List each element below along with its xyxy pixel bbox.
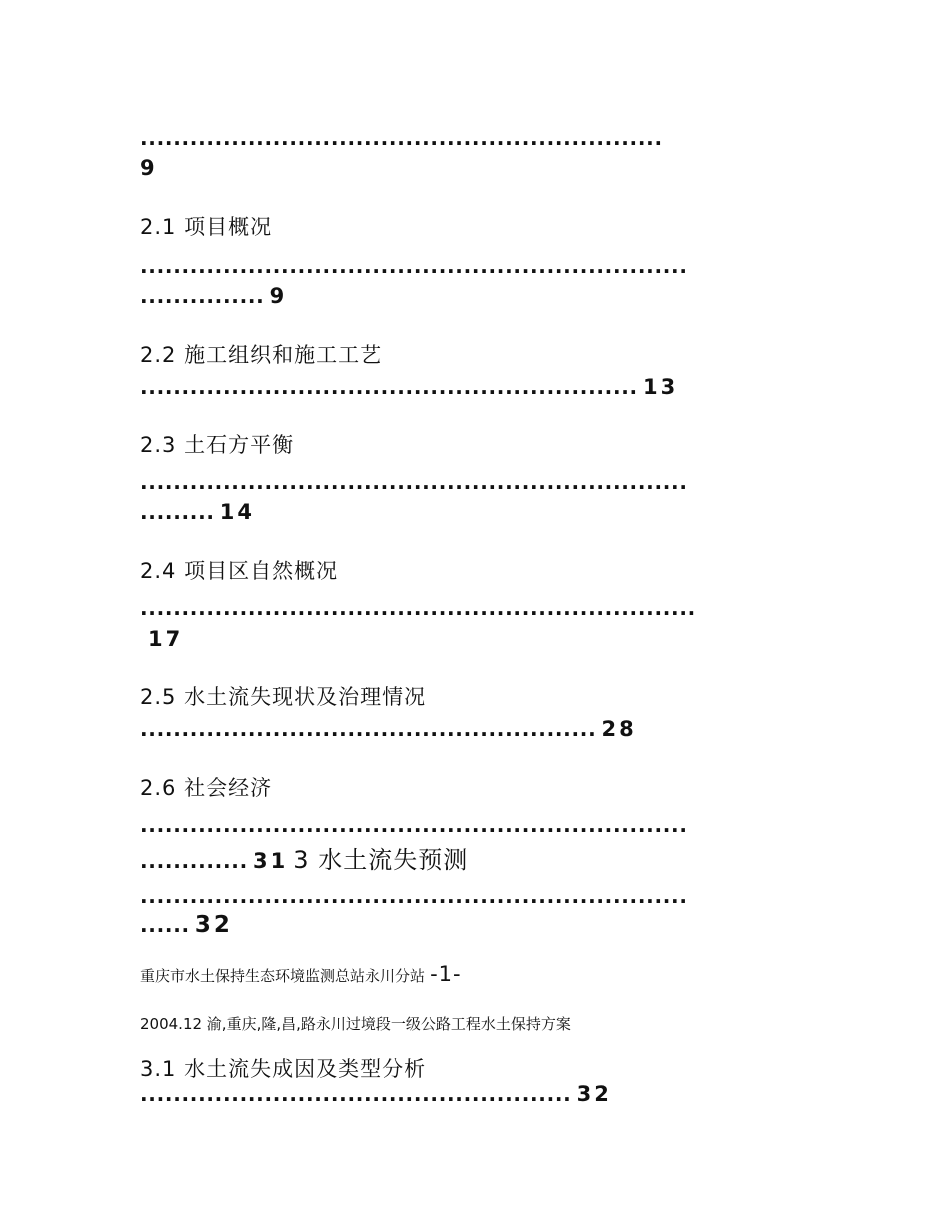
toc-page-number: 9 [140, 156, 158, 180]
toc-entry-title: 2.2 施工组织和施工工艺 [140, 343, 383, 367]
toc-entry-title: 2.5 水土流失现状及治理情况 [140, 685, 427, 709]
toc-leader-dots: ......... [140, 500, 215, 524]
toc-entry-line [140, 1082, 612, 1106]
footer-page-number: -1- [430, 962, 462, 986]
page-footer [140, 962, 462, 986]
chapter-heading: 3 水土流失预测 [293, 846, 469, 874]
toc-page-number: 17 [148, 627, 184, 651]
toc-entry-line [140, 375, 678, 399]
toc-entry-line [140, 284, 287, 308]
toc-leader-dots: ................................................................... [140, 596, 696, 620]
toc-leader-dots: .................................................... [140, 1082, 572, 1106]
toc-leader-dots: ...... [140, 913, 190, 937]
toc-page-number: 31 [252, 849, 289, 873]
toc-entry-title: 2.4 项目区自然概况 [140, 559, 339, 583]
toc-leader-dots: ............. [140, 849, 248, 873]
toc-entry-title: 2.6 社会经济 [140, 776, 273, 800]
toc-entry-line [140, 912, 233, 938]
toc-entry-title: 2.1 项目概况 [140, 215, 273, 239]
toc-page-number: 32 [194, 912, 233, 938]
toc-entry-title: 3.1 水土流失成因及类型分析 [140, 1057, 427, 1081]
toc-leader-dots: .................................................................. [140, 254, 688, 278]
toc-page-number: 32 [576, 1082, 612, 1106]
toc-leader-dots: ............... [140, 284, 265, 308]
toc-page-number: 28 [601, 717, 637, 741]
toc-leader-dots: ............................................................... [140, 126, 663, 150]
toc-page-number: 13 [642, 375, 679, 399]
toc-leader-dots: .................................................................. [140, 813, 688, 837]
toc-entry-title: 2.3 土石方平衡 [140, 433, 295, 457]
toc-page-number: 14 [219, 500, 256, 524]
toc-leader-dots: .................................................................. [140, 884, 688, 908]
toc-leader-dots: ....................................................... [140, 717, 597, 741]
toc-leader-dots: .................................................................. [140, 470, 688, 494]
page-header: 2004.12 渝,重庆,隆,昌,路永川过境段一级公路工程水土保持方案 [140, 1015, 571, 1033]
toc-page-number: 9 [269, 284, 288, 308]
toc-leader-dots: ............................................................ [140, 375, 638, 399]
footer-organization: 重庆市水土保持生态环境监测总站永川分站 [140, 967, 426, 985]
toc-entry-line [140, 500, 255, 524]
toc-entry-line [140, 840, 468, 875]
toc-entry-line [140, 717, 637, 741]
